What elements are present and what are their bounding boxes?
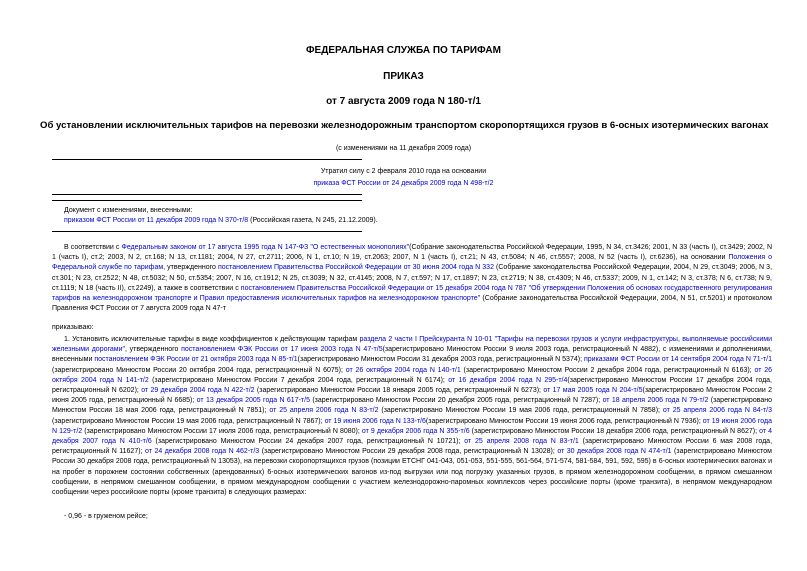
legal-reference-link[interactable]: постановлением ФЭК России от 21 октября 2003 года N 85-т/1 [94,356,298,364]
changes-note [64,206,784,226]
lapsed-order-link[interactable]: приказа ФСТ России от 24 декабря 2009 года N 498-т/2 [313,180,494,187]
paragraph-text: (зарегистрировано Минюстом России 20 декабря 2005 года, регистрационный N 7287); [309,397,603,405]
bullet-block [52,512,772,522]
legal-reference-link[interactable]: Положения о Федеральной службе по тарифам [52,254,772,272]
paragraph-text: (зарегистрировано Минюстом России 17 июля 2006 года, регистрационный N 8080); [82,427,362,435]
legal-reference-link[interactable]: от 26 октября 2004 года N 140-т/1 [345,366,461,374]
paragraph-text: , утвержденного [163,264,218,272]
paragraph-text: (зарегистрировано Минюстом России 2 декабря 2004 года, регистрационный N 6163); [460,366,755,374]
orders-label-block [52,323,772,333]
paragraph-text: (зарегистрировано Минюстом России 29 декабря 2008 года, регистрационный N 13028); [259,448,558,456]
paragraph-text: В соответствии с [64,244,122,251]
agency-heading: ФЕДЕРАЛЬНАЯ СЛУЖБА ПО ТАРИФАМ [306,45,501,56]
paragraph-text: (зарегистрировано Минюстом России 19 июня 2006 года, регистрационный N 7936); [425,417,703,425]
legal-reference-link[interactable]: от 4 декабря 2007 года N 410-т/6 [52,427,772,446]
amendment-note: (с изменениями на 11 декабря 2009 года) [335,145,472,152]
paragraph-text: (зарегистрировано Минюстом России 31 декабря 2003 года, регистрационный N 5374); [297,356,584,364]
legal-reference-link[interactable]: от 18 апреля 2006 года N 79-т/2 [602,397,709,405]
legal-reference-link[interactable]: приказами ФСТ России от 14 сентября 2004 года N 71-т/1 [583,356,772,364]
paragraph-text: (зарегистрировано Минюстом России 6 мая 2008 года, регистрационный N 11627); [52,438,773,456]
legal-reference-link[interactable]: от 25 апреля 2008 года N 83-т/1 [464,438,579,446]
divider [52,200,362,201]
paragraph-text: (зарегистрировано Минюстом России 19 мая 2006 года, регистрационный N 7858); [378,407,663,415]
legal-reference-link[interactable]: от 29 декабря 2004 года N 422-т/2 [141,387,255,395]
lapsed-line: Утратил силу с 2 февраля 2010 года на основании [320,168,487,175]
item-1-paragraph [52,335,772,498]
paragraph-text: (зарегистрировано Минюстом России 19 мая 2006 года, регистрационный N 7867); [52,417,325,425]
preamble-paragraph [52,243,772,314]
paragraph-text: (зарегистрировано Минюстом России 18 января 2005 года, регистрационный N 6273); [254,387,544,395]
paragraph-text: (зарегистрировано Минюстом России 9 июля 2003 года, регистрационный N 4882), с изменениями и дополнениями, внесенными [52,346,772,364]
paragraph-text: (зарегистрировано Минюстом России 18 декабря 2006 года, регистрационный N 8627); [469,427,760,435]
legal-reference-link[interactable]: от 25 апреля 2006 года N 84-т/3 [662,407,772,415]
paragraph-text: 1. Установить исключительные тарифы в виде коэффициентов к действующим тарифам [64,336,360,343]
paragraph-text: (зарегистрировано Минюстом России 20 октября 2004 года, регистрационный N 6075); [52,366,346,374]
date-number: от 7 августа 2009 года N 180-т/1 [326,96,481,107]
paragraph-text: (зарегистрировано Минюстом России 2 июня 2005 года, регистрационный N 6685); [52,387,772,405]
legal-reference-link[interactable]: постановлением Правительства Российской Федерации от 15 декабря 2004 года N 787 "Об утверждении Положения об основах государственного регулирования тарифов на железнодорожном транспорте и Правил предоставления исключительных тарифов на железнодорожном транспорте" [52,284,773,303]
divider [52,231,362,232]
document-type: ПРИКАЗ [383,71,424,82]
legal-reference-link[interactable]: от 9 декабря 2006 года N 355-т/6 [361,427,470,435]
lapsed-link-row [0,180,807,187]
legal-reference-link[interactable]: от 26 октября 2004 года N 141-т/2 [52,366,772,384]
divider [52,194,362,195]
legal-reference-link[interactable]: от 16 декабря 2004 года N 295-т/4 [448,376,568,384]
legal-reference-link[interactable]: от 17 мая 2005 года N 204-т/5 [543,387,643,395]
orders-label: приказываю: [52,324,94,331]
legal-reference-link[interactable]: Федеральным законом от 17 августа 1995 года N 147-ФЗ "О естественных монополиях" [121,244,410,251]
changes-line: Документ с изменениями, внесенными: [64,207,193,214]
legal-reference-link[interactable]: постановлением Правительства Российской Федерации от 30 июня 2004 года N 332 [217,264,494,272]
legal-reference-link[interactable]: от 30 декабря 2008 года N 474-т/1 [557,448,672,456]
changes-order-link[interactable]: приказом ФСТ России от 11 декабря 2009 года N 370-т/8 [64,217,249,225]
legal-reference-link[interactable]: от 19 июня 2006 года N 133-т/6 [324,417,426,425]
paragraph-text: (зарегистрировано Минюстом России 18 мая 2006 года, регистрационный N 7851); [52,397,773,415]
legal-reference-link[interactable]: от 19 июня 2006 года N 129-т/2 [52,417,773,435]
item-1-text [52,335,772,498]
preamble-text [52,243,772,314]
document-title: Об установлении исключительных тарифов на перевозки железнодорожным транспортом скоропортящихся грузов в 6-осных изотермических вагонах [40,120,769,131]
legal-reference-link[interactable]: от 24 декабря 2008 года N 462-т/3 [145,448,260,456]
legal-reference-link[interactable]: от 25 апреля 2006 года N 83-т/2 [269,407,379,415]
changes-tail: (Российская газета, N 245, 21.12.2009). [248,217,378,225]
paragraph-text: , утвержденного [125,346,182,354]
paragraph-text: (зарегистрировано Минюстом России 24 декабря 2007 года, регистрационный N 10721); [151,438,465,446]
legal-reference-link[interactable]: от 13 декабря 2005 года N 617-т/5 [196,397,310,405]
legal-reference-link[interactable]: постановлением ФЭК России от 17 июня 2003 года N 47-т/5 [181,346,383,354]
paragraph-text: (Собрание законодательства Российской Федерации, 1995, N 34, ст.3426; 2001, N 33 (часть I), ст.3429; 2002, N 1 (часть I), ст.2; 2003, N 2, ст.168; N 13, ст.1181; 2004, N 27, ст.2711; 2006, N 1, ст.10; N 19, ст.2063; 2007, N 1 (часть I), ст.21; N 43, ст.5084; N 46, ст.5557; 2008, N 52 (часть I), ст.6236), на основании [52,244,773,262]
bullet-1: - 0,96 - в груженом рейсе; [64,513,148,520]
paragraph-text: (Собрание законодательства Российской Федерации, 2004, N 51, ст.5201) и протоколом Правления ФСТ России от 7 августа 2009 года N 47-т [52,295,772,313]
paragraph-text: (зарегистрировано Минюстом России 7 декабря 2004 года, регистрационный N 6174); [148,376,449,384]
paragraph-text: (зарегистрировано Минюстом России 17 декабря 2004 года, регистрационный N 6202); [52,376,773,395]
paragraph-text: (зарегистрировано Минюстом России 30 декабря 2008 года, регистрационный N 13053), на перевозки скоропортящихся грузов (позиции ЕТСНГ 041-043, 051-053, 551-555, 561-564, 571-574, 581-584, 591, 592, 595) в 6-осных изотермических вагонах и на пробег в порожнем состоянии собственных (арендованных) 6-осных изотермических вагонов из-под выгрузки или под погрузку указанных грузов, в прямом железнодорожном сообщении, в прямом смешанном сообщении, в непрямом смешанном сообщении, в прямом международном сообщении с участием железнодорожно-паромных комплексов через российские порты (кроме транзита), в непрямом международном сообщении через российские порты (кроме транзита) в следующих размерах: [52,448,772,497]
paragraph-text: (Собрание законодательства Российской Федерации, 2004, N 29, ст.3049; 2006, N 3, ст.301; N 23, ст.2522; N 48, ст.5032; N 50, ст.5354; 2007, N 16, ст.1912; N 25, ст.3039; N 32, ст.4145; 2008, N 7, ст.597; N 17, ст.1897; N 23, ст.2719; N 38, ст.4309; N 46, ст.5337; 2009, N 1, ст.142; N 3, ст.378; N 6, ст.738; N 9, ст.1119; N 18 (часть II), ст.2249), а также в соответствии с [52,264,773,292]
changes-detail [64,216,784,226]
divider [52,159,362,160]
legal-reference-link[interactable]: раздела 2 части I Прейскуранта N 10-01 "Тарифы на перевозки грузов и услуги инфраструктуры, выполняемые российскими железными дорогами" [52,336,773,354]
